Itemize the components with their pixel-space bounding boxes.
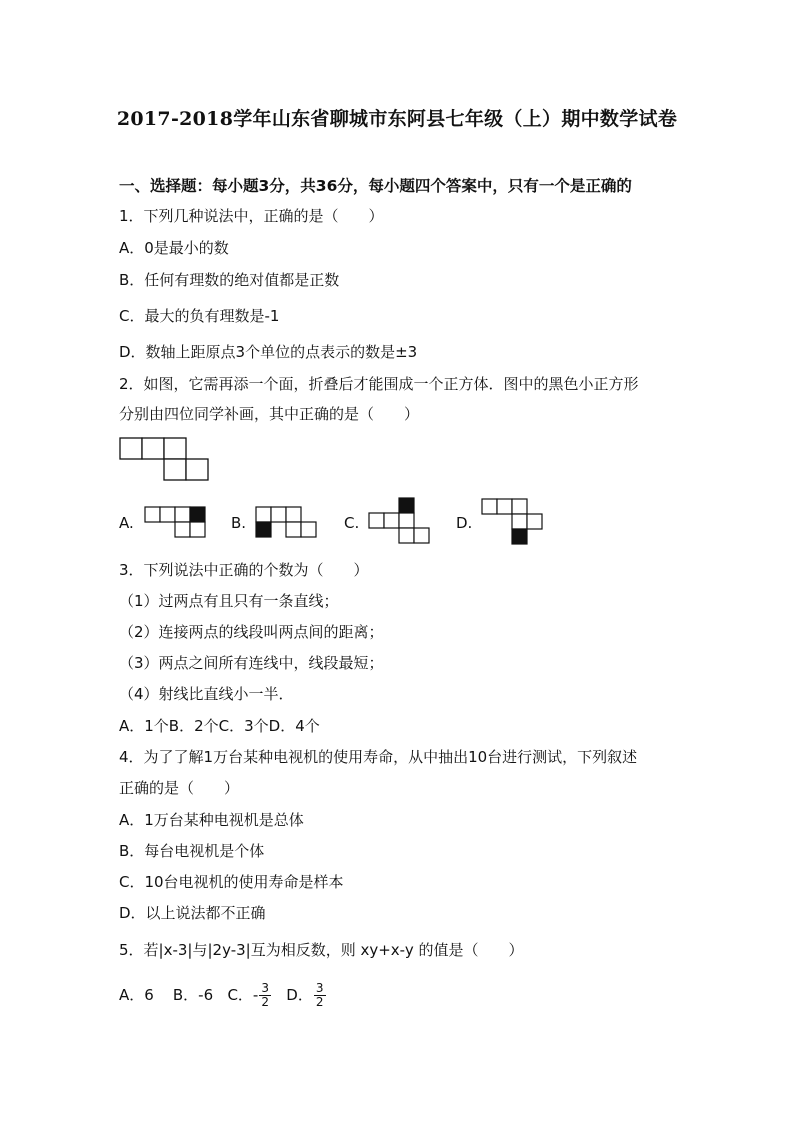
- q2-option-b-label: B.: [231, 514, 247, 532]
- q5-option-c-fraction: $\frac{3}{2}$: [261, 981, 269, 1009]
- q1-option-d: D．数轴上距原点3个单位的点表示的数是±3: [119, 343, 418, 361]
- q4-option-d: D．以上说法都不正确: [119, 904, 266, 922]
- q5-options: [119, 982, 327, 1009]
- q2-option-d-net: [482, 499, 546, 547]
- q2-option-b-net: [256, 507, 320, 539]
- q3-statement-1: （1）过两点有且只有一条直线；: [119, 592, 339, 610]
- q5-option-c-prefix: C．-: [227, 986, 259, 1004]
- q3-statement-4: （4）射线比直线小一半．: [119, 685, 294, 703]
- q2-option-c-net: [369, 498, 433, 546]
- q3-statement-3: （3）两点之间所有连线中，线段最短；: [119, 654, 384, 672]
- q5-option-a: A．6: [119, 986, 154, 1004]
- q2-stem-line2: 分别由四位同学补画，其中正确的是（ ）: [119, 405, 420, 423]
- q4-option-b: B．每台电视机是个体: [119, 842, 265, 860]
- q2-stem-line1: 2．如图，它需再添一个面，折叠后才能围成一个正方体．图中的黑色小正方形: [119, 375, 639, 393]
- q1-option-b: B．任何有理数的绝对值都是正数: [119, 271, 340, 289]
- q4-stem-line1: 4．为了了解1万台某种电视机的使用寿命，从中抽出10台进行测试，下列叙述: [119, 748, 638, 766]
- q1-option-c: C．最大的负有理数是-1: [119, 307, 280, 325]
- q1-stem: 1．下列几种说法中，正确的是（ ）: [119, 207, 384, 225]
- q3-stem: 3．下列说法中正确的个数为（ ）: [119, 561, 369, 579]
- page-title: 2017-2018学年山东省聊城市东阿县七年级（上）期中数学试卷: [116, 108, 678, 130]
- q5-option-d-fraction: $\frac{3}{2}$: [315, 981, 324, 1009]
- q2-option-c-label: C.: [344, 514, 360, 532]
- q3-statement-2: （2）连接两点的线段叫两点间的距离；: [119, 623, 384, 641]
- q4-option-a: A．1万台某种电视机是总体: [119, 811, 304, 829]
- q4-stem-line2: 正确的是（ ）: [119, 779, 240, 797]
- q3-options: A．1个B．2个C．3个D．4个: [119, 717, 320, 735]
- q5-option-b: B．-6: [172, 986, 214, 1004]
- q1-option-a: A．0是最小的数: [119, 239, 229, 257]
- q5-stem: 5．若|x-3|与|2y-3|互为相反数，则 xy+x-y 的值是（ ）: [119, 941, 524, 959]
- q2-option-a-net: [145, 507, 209, 539]
- q5-option-d-prefix: D．: [286, 986, 313, 1004]
- q2-option-a-label: A.: [119, 514, 134, 532]
- q2-option-d-label: D.: [456, 514, 473, 532]
- section-heading: 一、选择题：每小题3分，共36分，每小题四个答案中，只有一个是正确的: [119, 177, 632, 195]
- q4-option-c: C．10台电视机的使用寿命是样本: [119, 873, 344, 891]
- cube-net-figure: [120, 438, 210, 482]
